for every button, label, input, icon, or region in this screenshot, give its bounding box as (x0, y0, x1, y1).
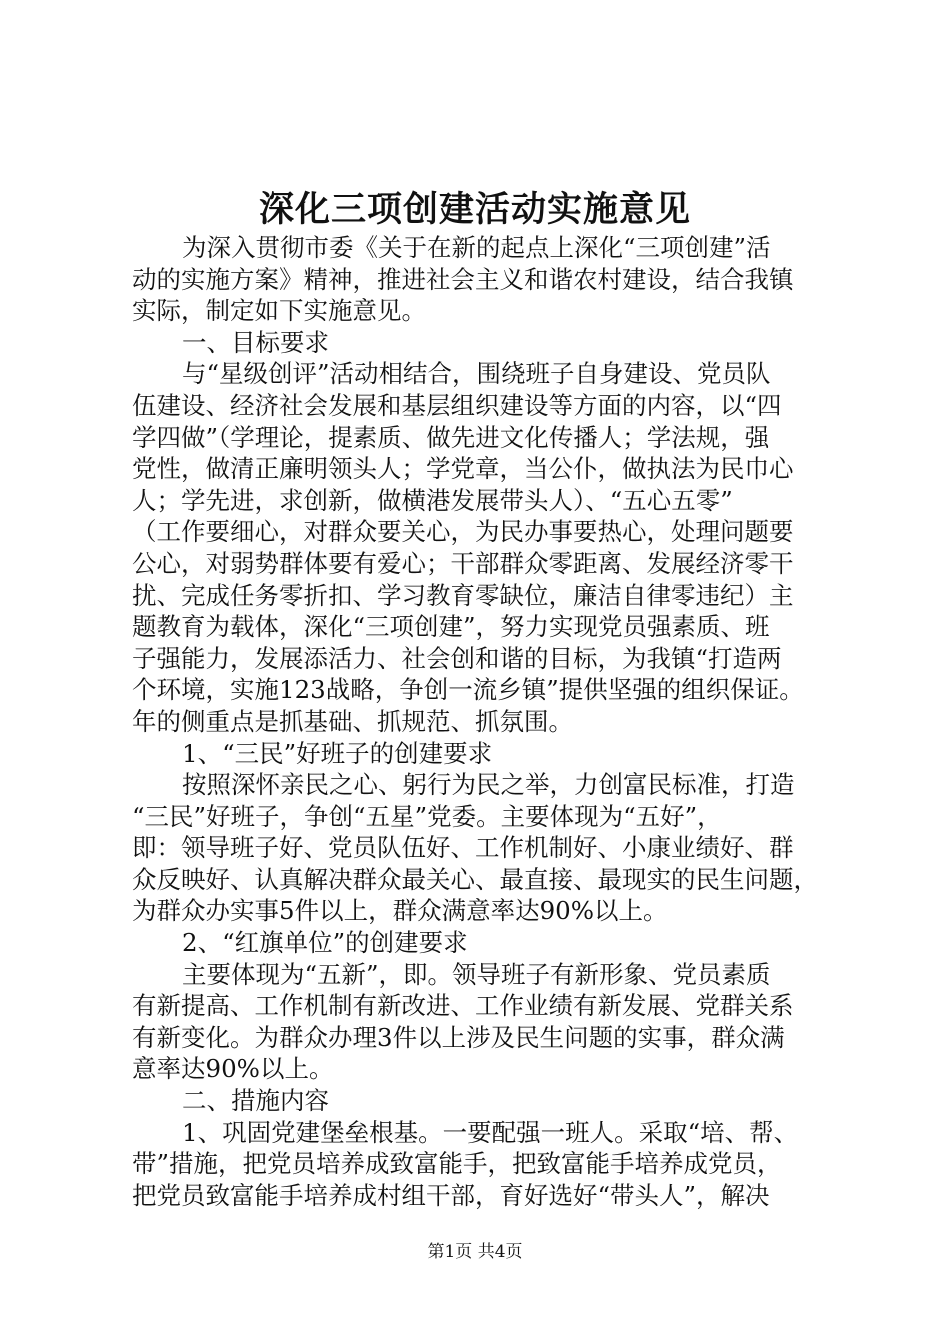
page-number-footer: 第1页 共4页 (427, 1242, 523, 1262)
section-heading: 一、目标要求 (182, 327, 329, 357)
paragraph-line: 有新变化。为群众办理3件以上涉及民生问题的实事，群众满 (132, 1022, 785, 1052)
paragraph-line: 为群众办实事5件以上，群众满意率达90%以上。 (132, 896, 668, 926)
paragraph-line: 为深入贯彻市委《关于在新的起点上深化“三项创建”活 (182, 233, 771, 262)
paragraph-line: 即：领导班子好、党员队伍好、工作机制好、小康业绩好、群 (132, 833, 794, 863)
paragraph-line: 党性，做清正廉明领头人；学党章，当公仆，做执法为民巾心 (132, 454, 794, 484)
paragraph-line: 伍建设、经济社会发展和基层组织建设等方面的内容，以“四 (132, 390, 782, 420)
paragraph-line: 按照深怀亲民之心、躬行为民之举，力创富民标准，打造 (182, 770, 795, 800)
paragraph-line: （工作要细心，对群众要关心，为民办事要热心，处理问题要 (132, 517, 794, 547)
document-body (132, 232, 848, 1211)
subsection-heading: 2、“红旗单位”的创建要求 (182, 928, 468, 958)
paragraph-line: 题教育为载体，深化“三项创建”，努力实现党员强素质、班 (132, 612, 770, 642)
subsection-heading: 1、“三民”好班子的创建要求 (182, 738, 493, 768)
paragraph-line: 带”措施，把党员培养成致富能手，把致富能手培养成党员， (132, 1149, 782, 1179)
paragraph-line: 意率达90%以上。 (132, 1054, 334, 1084)
paragraph-line: 年的侧重点是抓基础、抓规范、抓氛围。 (132, 706, 573, 736)
paragraph-line: 把党员致富能手培养成村组干部，育好选好“带头人”，解决 (132, 1180, 770, 1210)
paragraph-line: 1、巩固党建堡垒根基。一要配强一班人。采取“培、帮、 (182, 1117, 799, 1147)
paragraph-line: 个环境，实施123战略，争创一流乡镇”提供坚强的组织保证。 (132, 675, 804, 705)
paragraph-line: 学四做”（学理论，提素质、做先进文化传播人；学法规，强 (132, 422, 770, 452)
paragraph-line: “三民”好班子，争创“五星”党委。主要体现为“五好”， (132, 801, 722, 831)
document-title: 深化三项创建活动实施意见 (258, 189, 691, 230)
paragraph-line: 与“星级创评”活动相结合，围绕班子自身建设、党员队 (182, 359, 771, 389)
paragraph-line: 有新提高、工作机制有新改进、工作业绩有新发展、党群关系 (132, 991, 794, 1021)
paragraph-line: 众反映好、认真解决群众最关心、最直接、最现实的民生问题， (132, 864, 818, 894)
paragraph-line: 扰、完成任务零折扣、学习教育零缺位，廉洁自律零违纪）主 (132, 580, 794, 610)
paragraph-line: 主要体现为“五新”，即。领导班子有新形象、党员素质 (182, 959, 771, 989)
paragraph-line: 实际，制定如下实施意见。 (132, 296, 426, 326)
paragraph-line: 人；学先进，求创新，做横港发展带头人）、“五心五零” (132, 485, 733, 515)
section-heading: 二、措施内容 (182, 1086, 329, 1116)
paragraph-line: 动的实施方案》精神，推进社会主义和谐农村建设，结合我镇 (132, 264, 794, 294)
paragraph-line: 子强能力，发展添活力、社会创和谐的目标，为我镇“打造两 (132, 643, 782, 673)
paragraph-line: 公心，对弱势群体要有爱心；干部群众零距离、发展经济零干 (132, 548, 794, 578)
